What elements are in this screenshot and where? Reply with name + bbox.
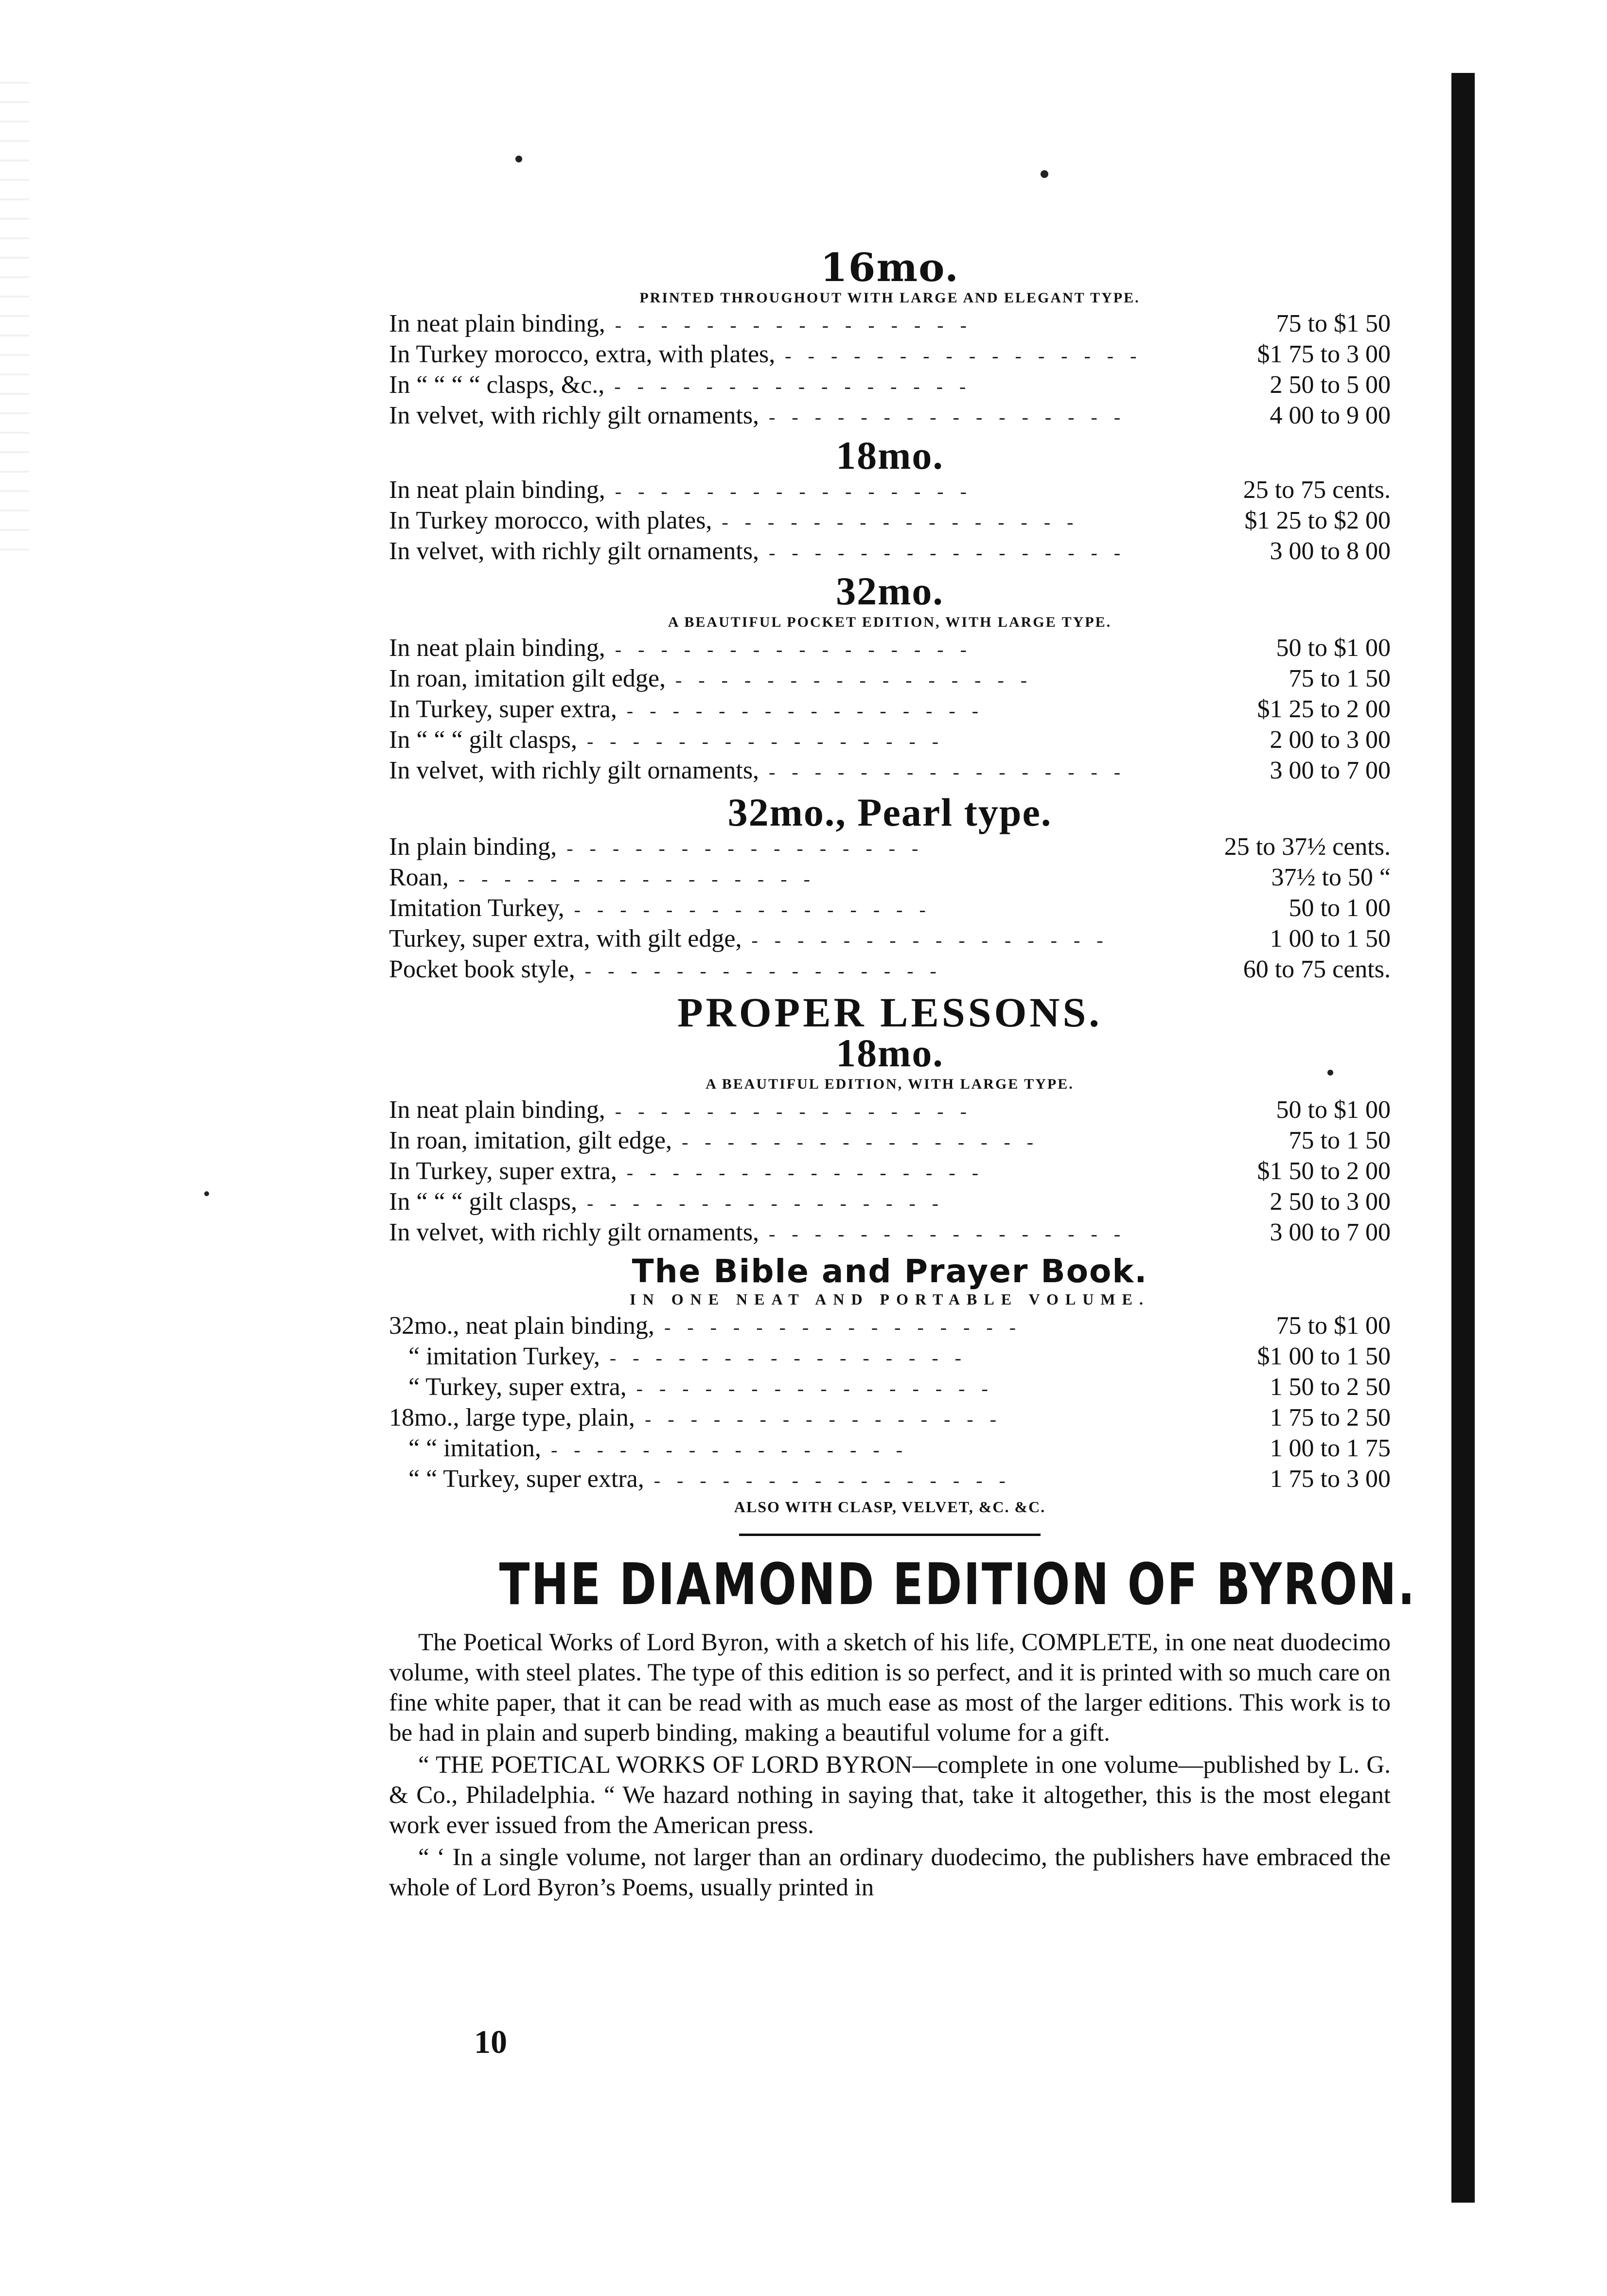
row-price: 1 00 to 1 75 <box>1270 1434 1391 1462</box>
dot-leader: ---------------- <box>615 638 983 660</box>
dot-leader: ---------------- <box>458 868 827 890</box>
dot-leader: ---------------- <box>586 730 955 752</box>
price-row <box>389 1311 1391 1342</box>
row-price: 60 to 75 cents. <box>1243 955 1391 983</box>
row-price: $1 75 to 3 00 <box>1257 340 1391 368</box>
price-row <box>389 1373 1391 1403</box>
dot-leader: ---------------- <box>664 1316 1033 1338</box>
row-item: In neat plain binding, <box>389 1096 605 1124</box>
row-item: Roan, <box>389 864 449 891</box>
price-row <box>389 695 1391 725</box>
row-item: In velvet, with richly gilt ornaments, <box>389 757 759 784</box>
dot-leader: ---------------- <box>636 1378 1005 1399</box>
row-item: In Turkey, super extra, <box>389 1157 617 1185</box>
scan-speck <box>515 156 522 162</box>
dot-leader: ---------------- <box>785 345 1153 367</box>
row-price: 75 to 1 50 <box>1289 1127 1391 1154</box>
dot-leader: ---------------- <box>681 1131 1050 1153</box>
byron-paragraph: “ THE POETICAL WORKS OF LORD BYRON—complete in one volume—published by L. G. & Co., Philadelphia. “ We hazard nothing in saying that, take it altogether, this is the most elegant work ever issued from the American press. <box>389 1751 1391 1839</box>
row-item: Pocket book style, <box>389 955 575 983</box>
dot-leader: ---------------- <box>644 1408 1013 1430</box>
price-row <box>389 1095 1391 1126</box>
row-item: “ “ imitation, <box>408 1434 541 1462</box>
row-item: “ “ Turkey, super extra, <box>408 1465 644 1493</box>
byron-heading: THE DIAMOND EDITION OF BYRON. <box>499 1551 1416 1618</box>
row-price: 2 50 to 5 00 <box>1270 371 1391 399</box>
row-price: 25 to 37½ cents. <box>1224 833 1391 861</box>
price-row <box>389 1434 1391 1465</box>
row-item: Turkey, super extra, with gilt edge, <box>389 925 742 953</box>
dot-leader: ---------------- <box>615 1100 983 1122</box>
row-price: 1 75 to 3 00 <box>1270 1465 1391 1493</box>
row-price: 50 to 1 00 <box>1289 894 1391 922</box>
dot-leader: ---------------- <box>751 929 1120 951</box>
section-16mo <box>389 245 1391 432</box>
row-item: In Turkey, super extra, <box>389 695 617 723</box>
scan-speck <box>1041 170 1048 178</box>
price-row <box>389 371 1391 401</box>
dot-leader: ---------------- <box>769 761 1137 783</box>
section-divider <box>739 1534 1041 1536</box>
row-item: In neat plain binding, <box>389 310 605 337</box>
row-price: 50 to $1 00 <box>1276 1096 1391 1124</box>
price-row <box>389 1342 1391 1373</box>
price-list <box>389 476 1391 567</box>
byron-paragraph: The Poetical Works of Lord Byron, with a sketch of his life, COMPLETE, in one neat duodecimo volume, with steel plates. The type of this edition is so perfect, and it is printed with so much care on fine white paper, that it can be read with as much ease as most of the larger editions. This work is to be had in plain and superb binding, making a beautiful volume for a gift. <box>389 1629 1391 1747</box>
row-item: In velvet, with richly gilt ornaments, <box>389 1219 759 1246</box>
dot-leader: ---------------- <box>615 314 983 336</box>
price-row <box>389 955 1391 986</box>
section-32mo <box>389 571 1391 787</box>
price-row <box>389 756 1391 787</box>
row-item: In roan, imitation gilt edge, <box>389 665 666 692</box>
row-price: 1 50 to 2 50 <box>1270 1373 1391 1401</box>
section-heading: 18mo. <box>836 433 944 477</box>
row-item: In neat plain binding, <box>389 476 605 504</box>
section-18mo <box>389 433 1391 567</box>
price-row <box>389 664 1391 695</box>
row-item: 18mo., large type, plain, <box>389 1404 635 1431</box>
price-list <box>389 832 1391 986</box>
price-row <box>389 1187 1391 1218</box>
price-row <box>389 863 1391 894</box>
price-row <box>389 634 1391 664</box>
section-bible-prayer-book <box>389 1255 1391 1516</box>
section-subheading: 18mo. <box>836 1031 944 1075</box>
row-item: In “ “ “ gilt clasps, <box>389 726 577 754</box>
section-subtitle: PRINTED THROUGHOUT WITH LARGE AND ELEGANT TYPE. <box>639 290 1140 306</box>
price-row <box>389 832 1391 863</box>
section-32mo-pearl <box>389 790 1391 986</box>
dot-leader: ---------------- <box>722 511 1090 533</box>
row-price: 37½ to 50 “ <box>1271 864 1391 891</box>
bible-footer-note: ALSO WITH CLASP, VELVET, &C. &C. <box>734 1498 1046 1516</box>
binding-edge-bar <box>1451 73 1475 2203</box>
section-subtitle: A BEAUTIFUL POCKET EDITION, WITH LARGE TYPE. <box>668 614 1112 630</box>
dot-leader: ---------------- <box>626 1162 995 1183</box>
row-price: 1 00 to 1 50 <box>1270 925 1391 953</box>
section-proper-lessons <box>389 991 1391 1249</box>
section-heading: 16mo. <box>820 245 959 290</box>
row-price: 3 00 to 7 00 <box>1270 757 1391 784</box>
dot-leader: ---------------- <box>675 669 1044 691</box>
row-item: 32mo., neat plain binding, <box>389 1312 654 1340</box>
dot-leader: ---------------- <box>550 1439 919 1461</box>
dot-leader: ---------------- <box>769 406 1137 428</box>
section-byron <box>389 1551 1416 1903</box>
section-subtitle: A BEAUTIFUL EDITION, WITH LARGE TYPE. <box>706 1076 1074 1092</box>
section-heading: The Bible and Prayer Book. <box>632 1253 1148 1290</box>
price-row <box>389 1218 1391 1249</box>
price-row <box>389 725 1391 756</box>
section-heading: PROPER LESSONS. <box>677 989 1102 1036</box>
price-row <box>389 309 1391 340</box>
row-item: “ Turkey, super extra, <box>408 1373 627 1401</box>
section-subtitle: IN ONE NEAT AND PORTABLE VOLUME. <box>630 1290 1150 1308</box>
row-item: Imitation Turkey, <box>389 894 565 922</box>
dot-leader: ---------------- <box>626 700 995 722</box>
dot-leader: ---------------- <box>584 960 953 982</box>
row-price: $1 00 to 1 50 <box>1257 1342 1391 1370</box>
row-item: In Turkey morocco, extra, with plates, <box>389 340 776 368</box>
dot-leader: ---------------- <box>769 1223 1137 1245</box>
price-row <box>389 1403 1391 1434</box>
scan-speck <box>204 1191 209 1196</box>
row-price: 25 to 75 cents. <box>1243 476 1391 504</box>
dot-leader: ---------------- <box>586 1192 955 1214</box>
price-row <box>389 894 1391 924</box>
price-list <box>389 309 1391 432</box>
price-list <box>389 1095 1391 1249</box>
row-price: $1 25 to 2 00 <box>1257 695 1391 723</box>
row-item: “ imitation Turkey, <box>408 1342 600 1370</box>
dot-leader: ---------------- <box>614 375 983 397</box>
price-row <box>389 476 1391 506</box>
dot-leader: ---------------- <box>566 837 935 859</box>
price-row <box>389 924 1391 955</box>
row-price: 3 00 to 7 00 <box>1270 1219 1391 1246</box>
price-row <box>389 1126 1391 1157</box>
page-number: 10 <box>474 2023 507 2060</box>
row-item: In “ “ “ “ clasps, &c., <box>389 371 605 399</box>
byron-paragraph: “ ‘ In a single volume, not larger than an ordinary duodecimo, the publishers have embraced the whole of Lord Byron’s Poems, usually printed in <box>389 1844 1391 1901</box>
row-price: 1 75 to 2 50 <box>1270 1404 1391 1431</box>
row-price: 50 to $1 00 <box>1276 634 1391 662</box>
price-list <box>389 634 1391 787</box>
dot-leader: ---------------- <box>653 1469 1022 1491</box>
section-heading: 32mo., Pearl type. <box>727 790 1052 834</box>
section-heading: 32mo. <box>836 569 944 613</box>
row-price: $1 50 to 2 00 <box>1257 1157 1391 1185</box>
row-item: In plain binding, <box>389 833 557 861</box>
price-row <box>389 401 1391 432</box>
dot-leader: ---------------- <box>615 480 983 502</box>
row-item: In velvet, with richly gilt ornaments, <box>389 537 759 565</box>
row-price: 75 to $1 00 <box>1276 1312 1391 1340</box>
row-price: 75 to $1 50 <box>1276 310 1391 337</box>
row-price: 75 to 1 50 <box>1289 665 1391 692</box>
row-price: 2 00 to 3 00 <box>1270 726 1391 754</box>
price-list-column <box>389 245 1416 1903</box>
price-row <box>389 340 1391 371</box>
row-price: 2 50 to 3 00 <box>1270 1188 1391 1216</box>
row-item: In velvet, with richly gilt ornaments, <box>389 402 759 429</box>
row-item: In Turkey morocco, with plates, <box>389 507 712 534</box>
dot-leader: ---------------- <box>574 899 942 920</box>
row-price: $1 25 to $2 00 <box>1244 507 1391 534</box>
dot-leader: ---------------- <box>609 1347 978 1369</box>
row-price: 3 00 to 8 00 <box>1270 537 1391 565</box>
scan-edge-shadow <box>0 73 29 559</box>
price-row <box>389 1157 1391 1187</box>
price-list <box>389 1311 1391 1495</box>
row-price: 4 00 to 9 00 <box>1270 402 1391 429</box>
row-item: In neat plain binding, <box>389 634 605 662</box>
price-row <box>389 1465 1391 1495</box>
row-item: In “ “ “ gilt clasps, <box>389 1188 577 1216</box>
dot-leader: ---------------- <box>769 542 1137 564</box>
price-row <box>389 537 1391 567</box>
price-row <box>389 506 1391 537</box>
row-item: In roan, imitation, gilt edge, <box>389 1127 672 1154</box>
